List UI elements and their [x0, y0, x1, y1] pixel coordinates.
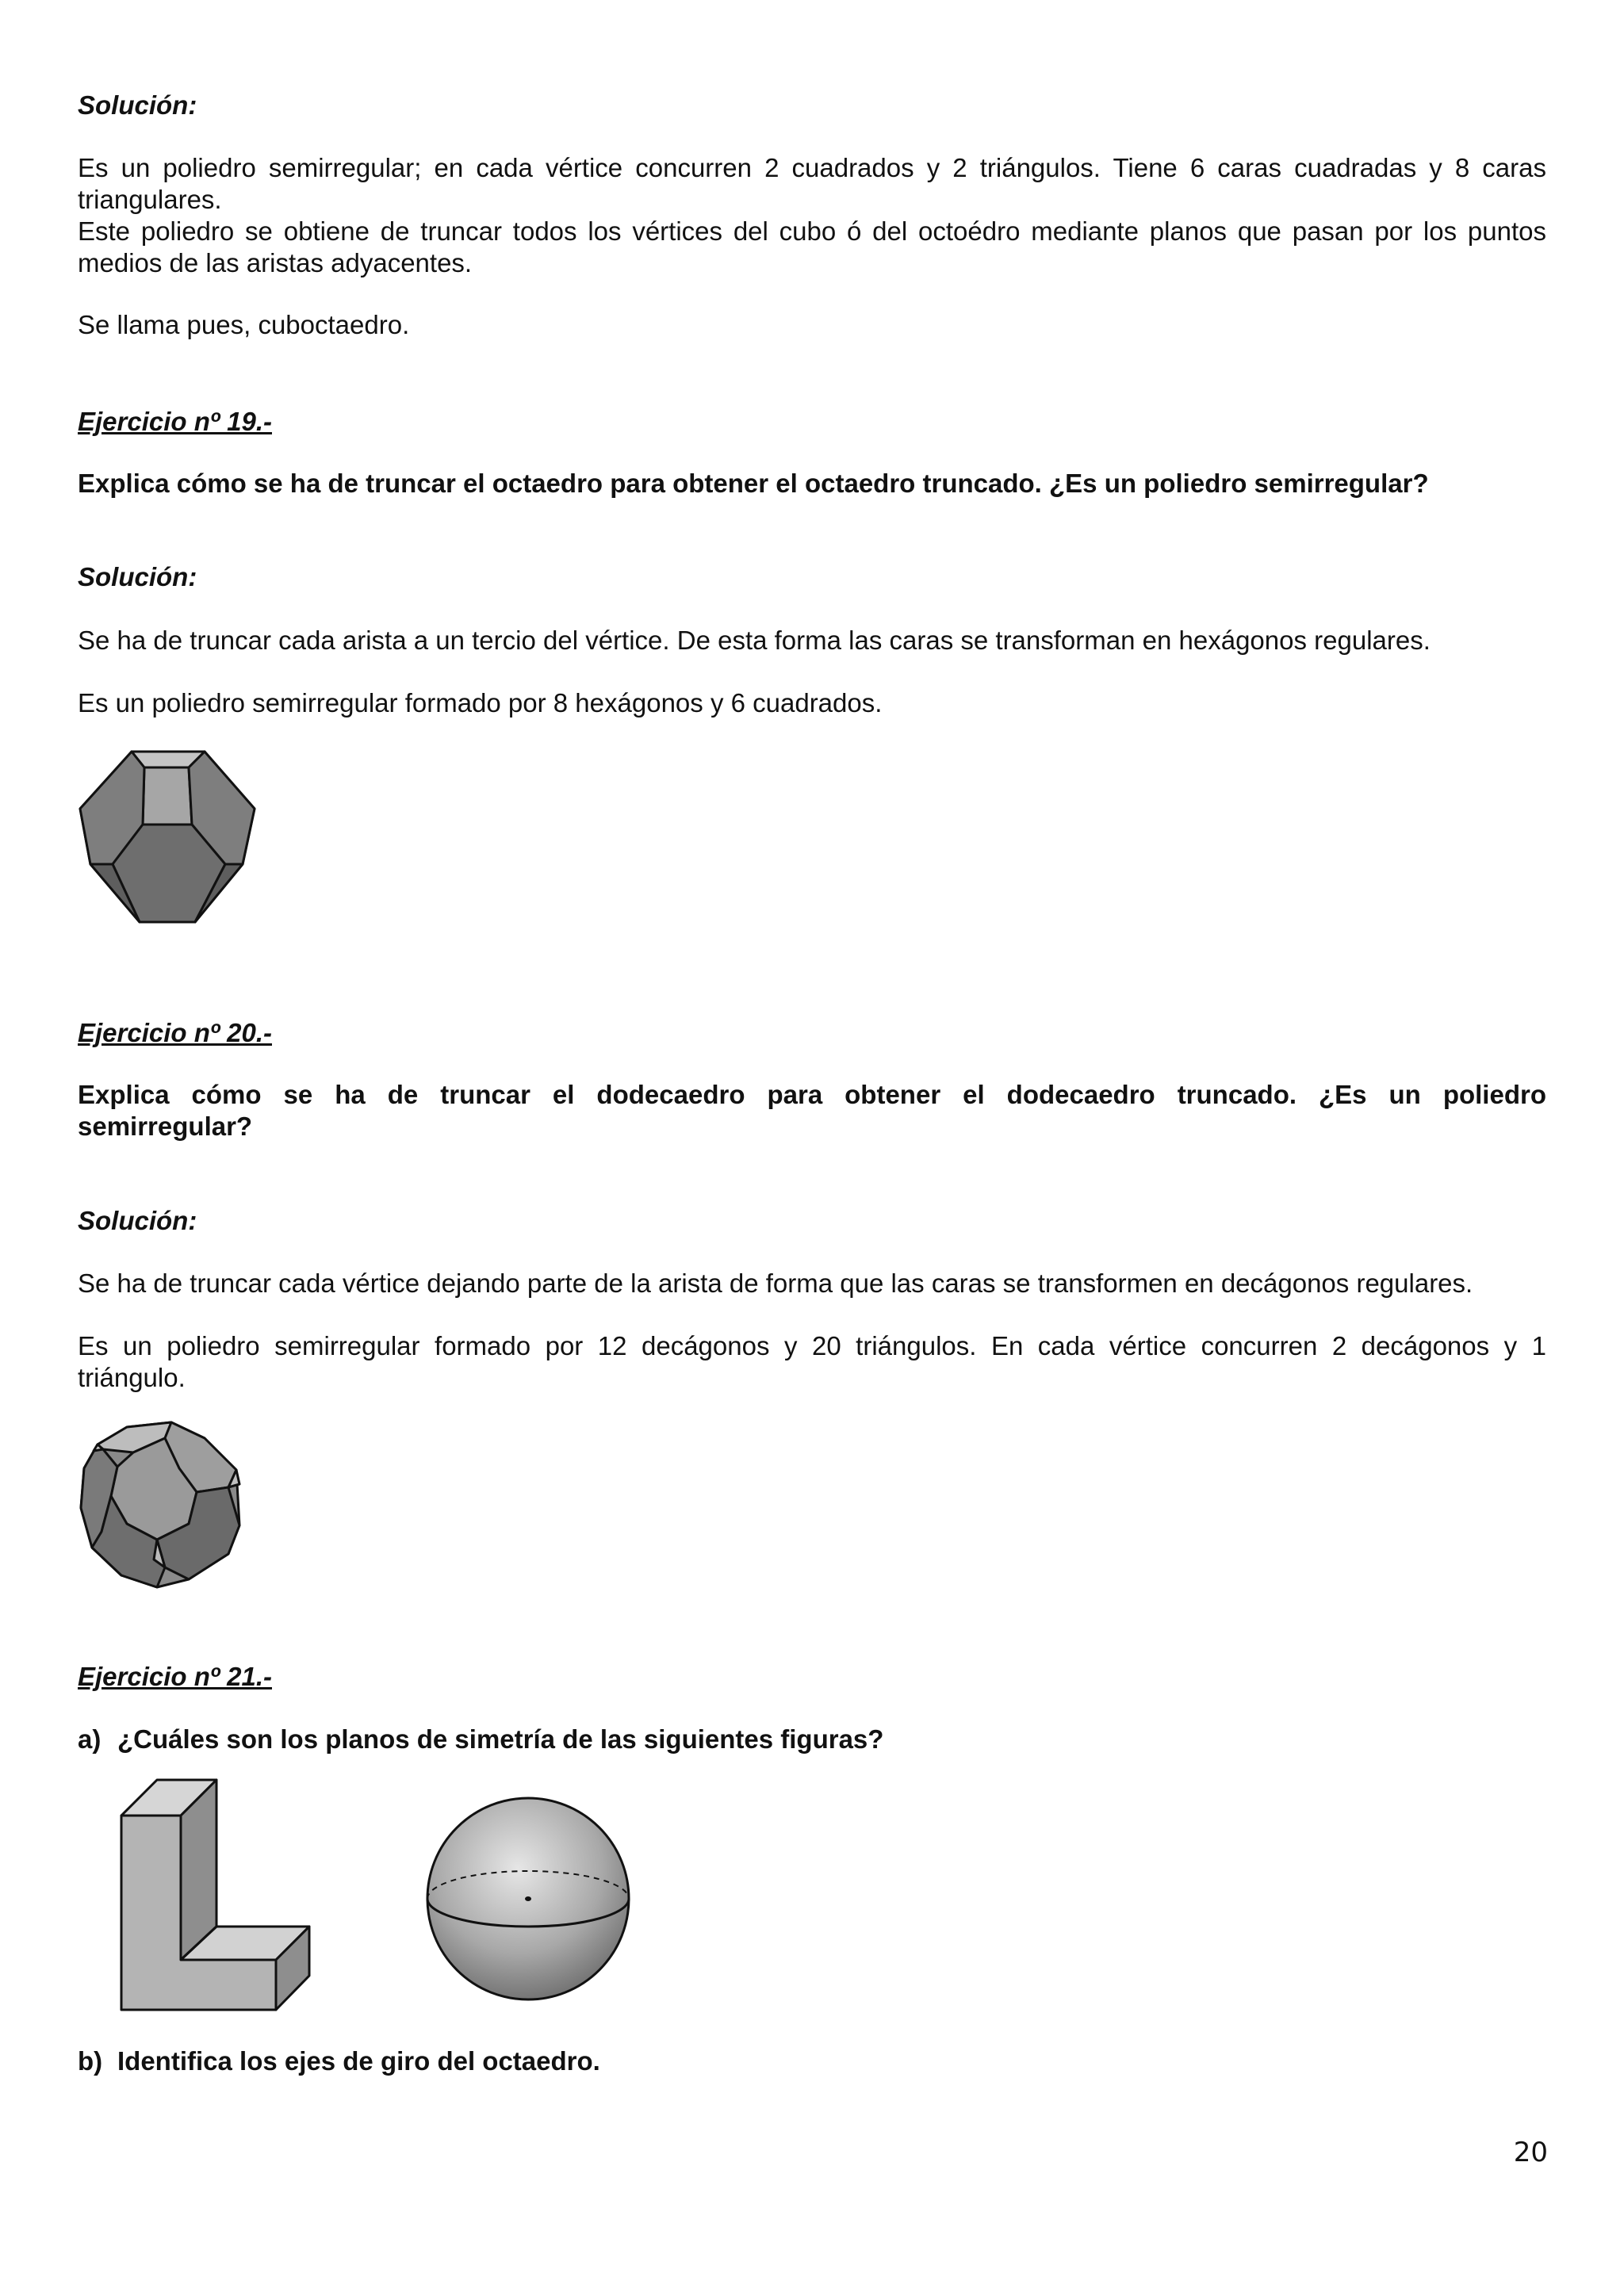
exercise-20-question-line-2: semirregular?	[78, 1112, 253, 1141]
solution-18-conclusion: Se llama pues, cuboctaedro.	[78, 310, 410, 339]
part-b-label: b)	[78, 2046, 103, 2076]
solution-19-p2: Es un poliedro semirregular formado por 8 hexágonos y 6 cuadrados.	[78, 688, 883, 718]
truncated-octahedron-figure	[78, 745, 260, 924]
page-number: 20	[1513, 2137, 1548, 2168]
part-a-label: a)	[78, 1724, 102, 1754]
exercise-21-part-b	[78, 2045, 1546, 2077]
exercise-20-question-line-1: Explica cómo se ha de truncar el dodecaedro para obtener el dodecaedro truncado. ¿Es un poliedro	[78, 1080, 1546, 1109]
solution-20-p2-line-1: Es un poliedro semirregular formado por 12 decágonos y 20 triángulos. En cada vértice concurren 2 decágonos y 1	[78, 1331, 1546, 1360]
solution-20-p2-line-2: triángulo.	[78, 1363, 186, 1392]
solution-20-p1: Se ha de truncar cada vértice dejando parte de la arista de forma que las caras se transformen en decágonos regulares.	[78, 1269, 1473, 1298]
part-b-text: Identifica los ejes de giro del octaedro.	[117, 2046, 600, 2076]
solution-18-line-1: Es un poliedro semirregular; en cada vértice concurren 2 cuadrados y 2 triángulos. Tiene 6 caras cuadradas y 8 caras	[78, 153, 1546, 182]
exercise-19-question: Explica cómo se ha de truncar el octaedro para obtener el octaedro truncado. ¿Es un poliedro semirregular?	[78, 469, 1429, 498]
solution-heading-20: Solución:	[78, 1206, 197, 1235]
l-shaped-prism-figure	[117, 1776, 316, 2014]
sphere-figure	[424, 1795, 632, 2003]
solution-heading-18: Solución:	[78, 90, 197, 120]
truncated-dodecahedron-figure	[78, 1421, 244, 1589]
solution-18-line-2: triangulares.	[78, 185, 222, 214]
solution-heading-19: Solución:	[78, 562, 197, 591]
exercise-19-heading: Ejercicio nº 19.-	[78, 407, 272, 436]
exercise-21-part-a	[78, 1724, 1546, 1755]
exercise-20-heading: Ejercicio nº 20.-	[78, 1018, 272, 1047]
part-a-text: ¿Cuáles son los planos de simetría de las siguientes figuras?	[117, 1724, 884, 1754]
solution-18-line-3: Este poliedro se obtiene de truncar todos los vértices del cubo ó del octoédro mediante planos que pasan por los puntos	[78, 216, 1546, 246]
solution-18-line-4: medios de las aristas adyacentes.	[78, 248, 473, 277]
exercise-21-heading: Ejercicio nº 21.-	[78, 1662, 272, 1691]
solution-19-p1: Se ha de truncar cada arista a un tercio del vértice. De esta forma las caras se transforman en hexágonos regulares.	[78, 626, 1431, 655]
